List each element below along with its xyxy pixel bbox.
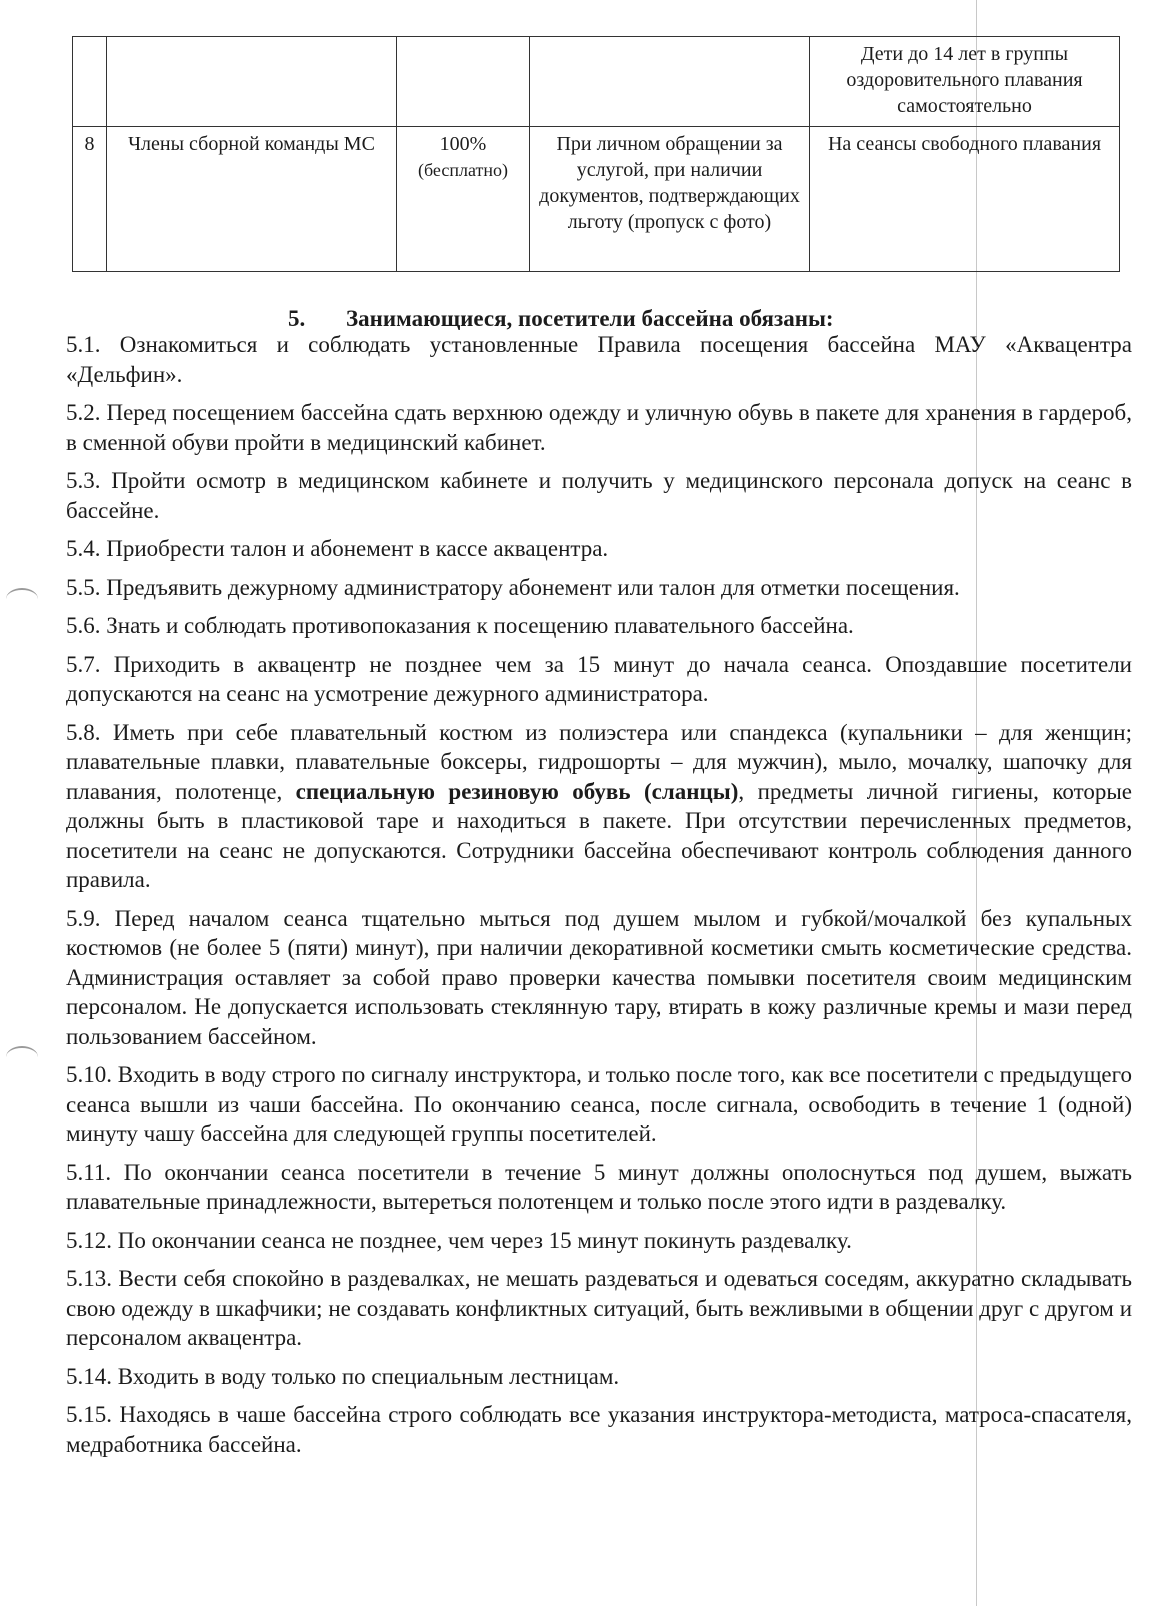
rule-paragraph: 5.12. По окончании сеанса не позднее, чем через 15 минут покинуть раздевалку.	[66, 1227, 852, 1253]
margin-mark	[6, 588, 38, 610]
table-cell-discount	[397, 37, 530, 127]
rule-text: 5.8. Иметь при себе плавательный костюм из полиэстера или спандекса (купальники – для женщин; плавательные плавки, плавательные боксеры, гидрошорты – для мужчин), мыло, мочалку, шапочку для плавания, полотенце,	[66, 719, 1132, 804]
table-cell-category: Члены сборной команды МС	[107, 127, 397, 272]
rule-paragraph: 5.5. Предъявить дежурному администратору абонемент или талон для отметки посещения.	[66, 574, 960, 600]
table-row	[73, 37, 1120, 127]
rule-paragraph: 5.14. Входить в воду только по специальным лестницам.	[66, 1363, 620, 1389]
table-cell-category	[107, 37, 397, 127]
table-cell-note: Дети до 14 лет в группы оздоровительного плавания самостоятельно	[810, 37, 1120, 127]
discount-note: (бесплатно)	[418, 160, 508, 180]
rule-paragraph	[66, 718, 1132, 895]
table-row	[73, 127, 1120, 272]
benefits-table	[72, 36, 1120, 272]
rule-paragraph: 5.1. Ознакомиться и соблюдать установленные Правила посещения бассейна МАУ «Аквацентра «Дельфин».	[66, 332, 1132, 387]
rule-paragraph: 5.9. Перед началом сеанса тщательно мыться под душем мылом и губкой/мочалкой без купальных костюмов (не более 5 (пяти) минут), при наличии декоративной косметики смыть косметические средства. Администрация оставляет за собой право проверки качества помывки посетителя своим медицинским персоналом. Не допускается использовать стеклянную тару, втирать в кожу различные кремы и мази перед пользованием бассейном.	[66, 905, 1132, 1049]
section-heading	[288, 306, 834, 332]
rule-paragraph: 5.4. Приобрести талон и абонемент в кассе аквацентра.	[66, 536, 609, 561]
rules-body	[66, 330, 1132, 1468]
table-cell-num	[73, 37, 107, 127]
table-cell-conditions: При личном обращении за услугой, при наличии документов, подтверждающих льготу (пропуск с фото)	[530, 127, 810, 272]
section-title: Занимающиеся, посетители бассейна обязаны:	[346, 306, 834, 331]
margin-mark	[6, 1046, 38, 1068]
rule-paragraph: 5.13. Вести себя спокойно в раздевалках, не мешать раздеваться и одеваться соседям, аккуратно складывать свою одежду в шкафчики; не создавать конфликтных ситуаций, быть вежливыми в общении друг с другом и персоналом аквацентра.	[66, 1266, 1132, 1350]
section-number: 5.	[288, 306, 306, 331]
table-cell-discount	[397, 127, 530, 272]
rule-paragraph: 5.10. Входить в воду строго по сигналу инструктора, и только после того, как все посетители с предыдущего сеанса вышли из чаши бассейна. По окончанию сеанса, после сигнала, освободить в течение 1 (одной) минуту чашу бассейна для следующей группы посетителей.	[66, 1062, 1132, 1146]
rule-paragraph: 5.7. Приходить в аквацентр не позднее чем за 15 минут до начала сеанса. Опоздавшие посетители допускаются на сеанс на усмотрение дежурного администратора.	[66, 651, 1132, 706]
rule-paragraph: 5.11. По окончании сеанса посетители в течение 5 минут должны ополоснуться под душем, выжать плавательные принадлежности, вытереться полотенцем и только после этого идти в раздевалку.	[66, 1159, 1132, 1214]
table-cell-conditions	[530, 37, 810, 127]
rule-paragraph: 5.3. Пройти осмотр в медицинском кабинете и получить у медицинского персонала допуск на сеанс в бассейне.	[66, 468, 1132, 523]
table-cell-num: 8	[73, 127, 107, 272]
rule-paragraph: 5.15. Находясь в чаше бассейна строго соблюдать все указания инструктора-методиста, матроса-спасателя, медработника бассейна.	[66, 1402, 1132, 1457]
table-cell-note: На сеансы свободного плавания	[810, 127, 1120, 272]
rule-paragraph: 5.2. Перед посещением бассейна сдать верхнюю одежду и уличную обувь в пакете для хранения в гардероб, в сменной обуви пройти в медицинский кабинет.	[66, 400, 1132, 455]
rule-text: , предметы личной гигиены, которые должны быть в пластиковой таре и находиться в пакете. При отсутствии перечисленных предметов, посетители на сеанс не допускаются. Сотрудники бассейна обеспечивают контроль соблюдения данного правила.	[66, 778, 1132, 892]
rule-paragraph: 5.6. Знать и соблюдать противопоказания к посещению плавательного бассейна.	[66, 613, 854, 638]
rule-emphasis: специальную резиновую обувь (сланцы)	[295, 778, 739, 804]
discount-value: 100%	[439, 133, 487, 155]
